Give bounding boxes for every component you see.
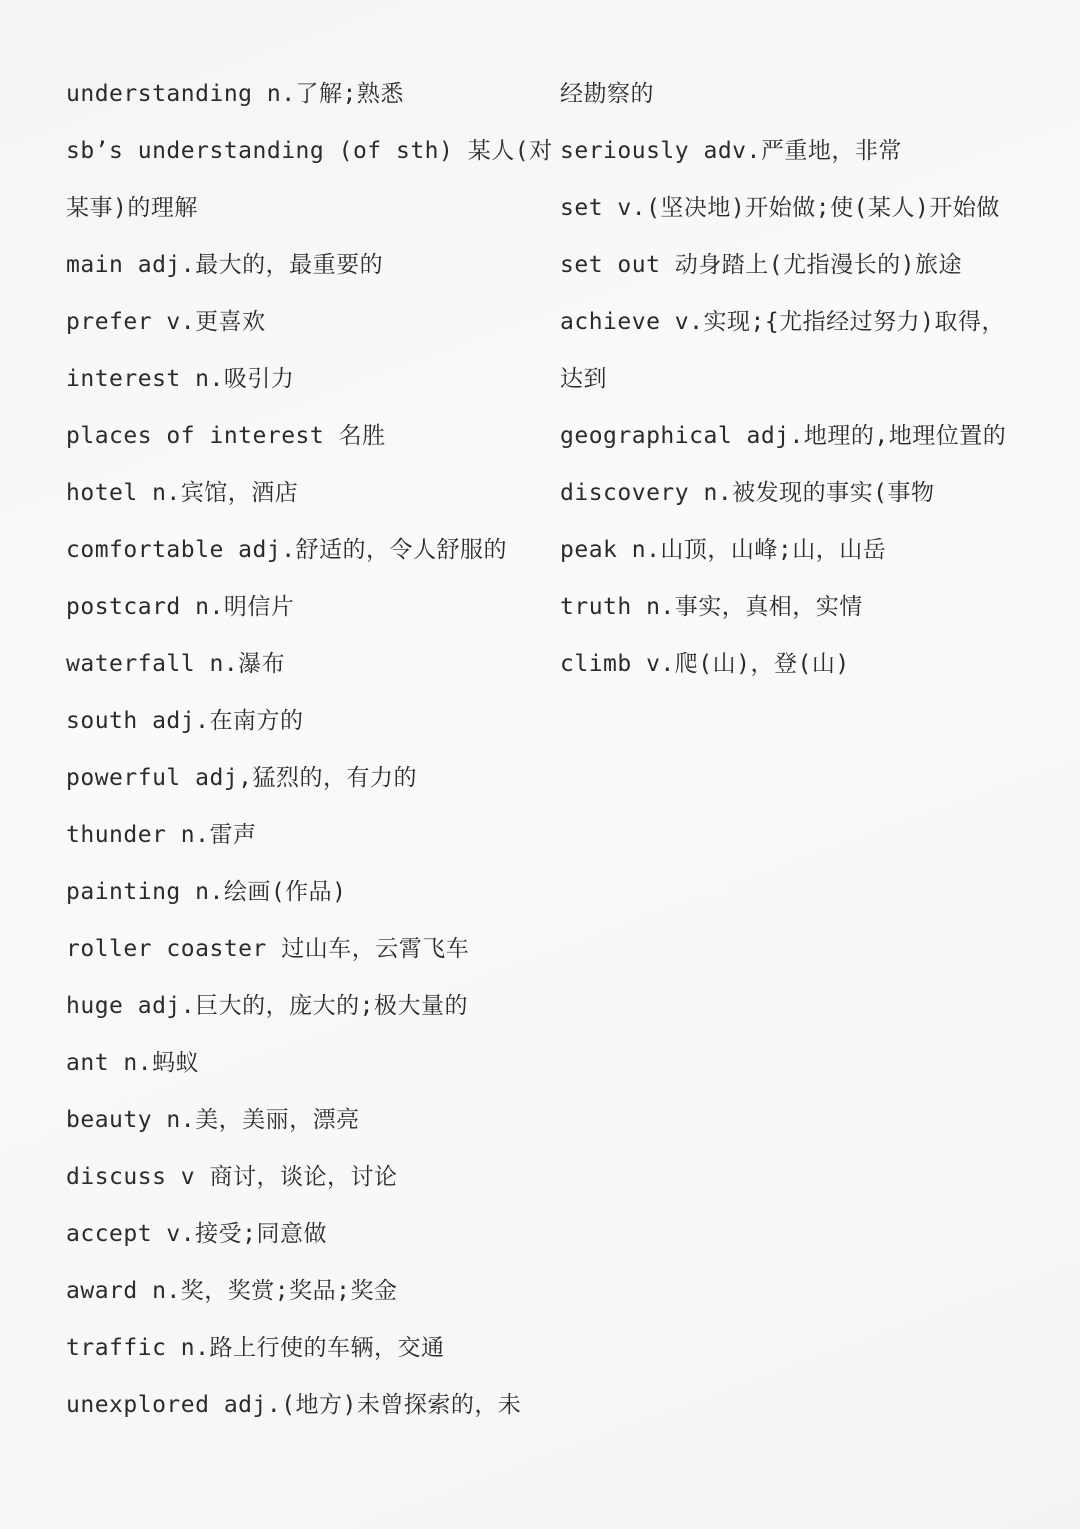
vocab-line: unexplored adj.(地方)未曾探索的，未 (66, 1392, 522, 1418)
right-vocabulary-column (560, 66, 1040, 693)
vocab-line: thunder n.雷声 (66, 822, 257, 848)
vocab-line: south adj.在南方的 (66, 708, 304, 734)
vocab-line: postcard n.明信片 (66, 594, 295, 620)
vocab-line: powerful adj,猛烈的，有力的 (66, 765, 418, 791)
vocab-line: accept v.接受;同意做 (66, 1221, 327, 1247)
vocab-line: places of interest 名胜 (66, 423, 386, 449)
vocab-line: geographical adj.地理的,地理位置的 (560, 423, 1007, 449)
vocab-line: 达到 (560, 366, 607, 392)
vocab-line: achieve v.实现;{尤指经过努力)取得， (560, 309, 1006, 335)
vocab-line: set out 动身踏上(尤指漫长的)旅途 (560, 252, 962, 278)
vocab-line: peak n.山顶，山峰;山，山岳 (560, 537, 887, 563)
vocab-line: ant n.蚂蚁 (66, 1050, 200, 1076)
vocab-line: 经勘察的 (560, 81, 654, 107)
vocab-line: main adj.最大的，最重要的 (66, 252, 384, 278)
vocab-line: hotel n.宾馆，酒店 (66, 480, 299, 506)
vocab-line: roller coaster 过山车，云霄飞车 (66, 936, 470, 962)
vocab-line: traffic n.路上行使的车辆，交通 (66, 1335, 445, 1361)
vocab-line: discuss v 商讨，谈论，讨论 (66, 1164, 398, 1190)
vocab-line: comfortable adj.舒适的，令人舒服的 (66, 537, 508, 563)
vocab-line: waterfall n.瀑布 (66, 651, 286, 677)
vocab-line: sb’s understanding (of sth) 某人(对 (66, 138, 553, 164)
vocab-line: understanding n.了解;熟悉 (66, 81, 404, 107)
vocab-line: prefer v.更喜欢 (66, 309, 266, 335)
left-vocabulary-column (66, 66, 553, 1434)
vocab-line: set v.(坚决地)开始做;使(某人)开始做 (560, 195, 1000, 221)
vocab-line: beauty n.美，美丽，漂亮 (66, 1107, 360, 1133)
vocab-line: discovery n.被发现的事实(事物 (560, 480, 935, 506)
vocab-line: climb v.爬(山)，登(山) (560, 651, 850, 677)
vocab-line: huge adj.巨大的，庞大的;极大量的 (66, 993, 468, 1019)
vocab-line: painting n.绘画(作品) (66, 879, 347, 905)
vocab-line: interest n.吸引力 (66, 366, 295, 392)
vocab-line: seriously adv.严重地，非常 (560, 138, 902, 164)
vocab-line: award n.奖，奖赏;奖品;奖金 (66, 1278, 398, 1304)
vocab-line: 某事)的理解 (66, 195, 198, 221)
vocab-line: truth n.事实，真相，实情 (560, 594, 863, 620)
